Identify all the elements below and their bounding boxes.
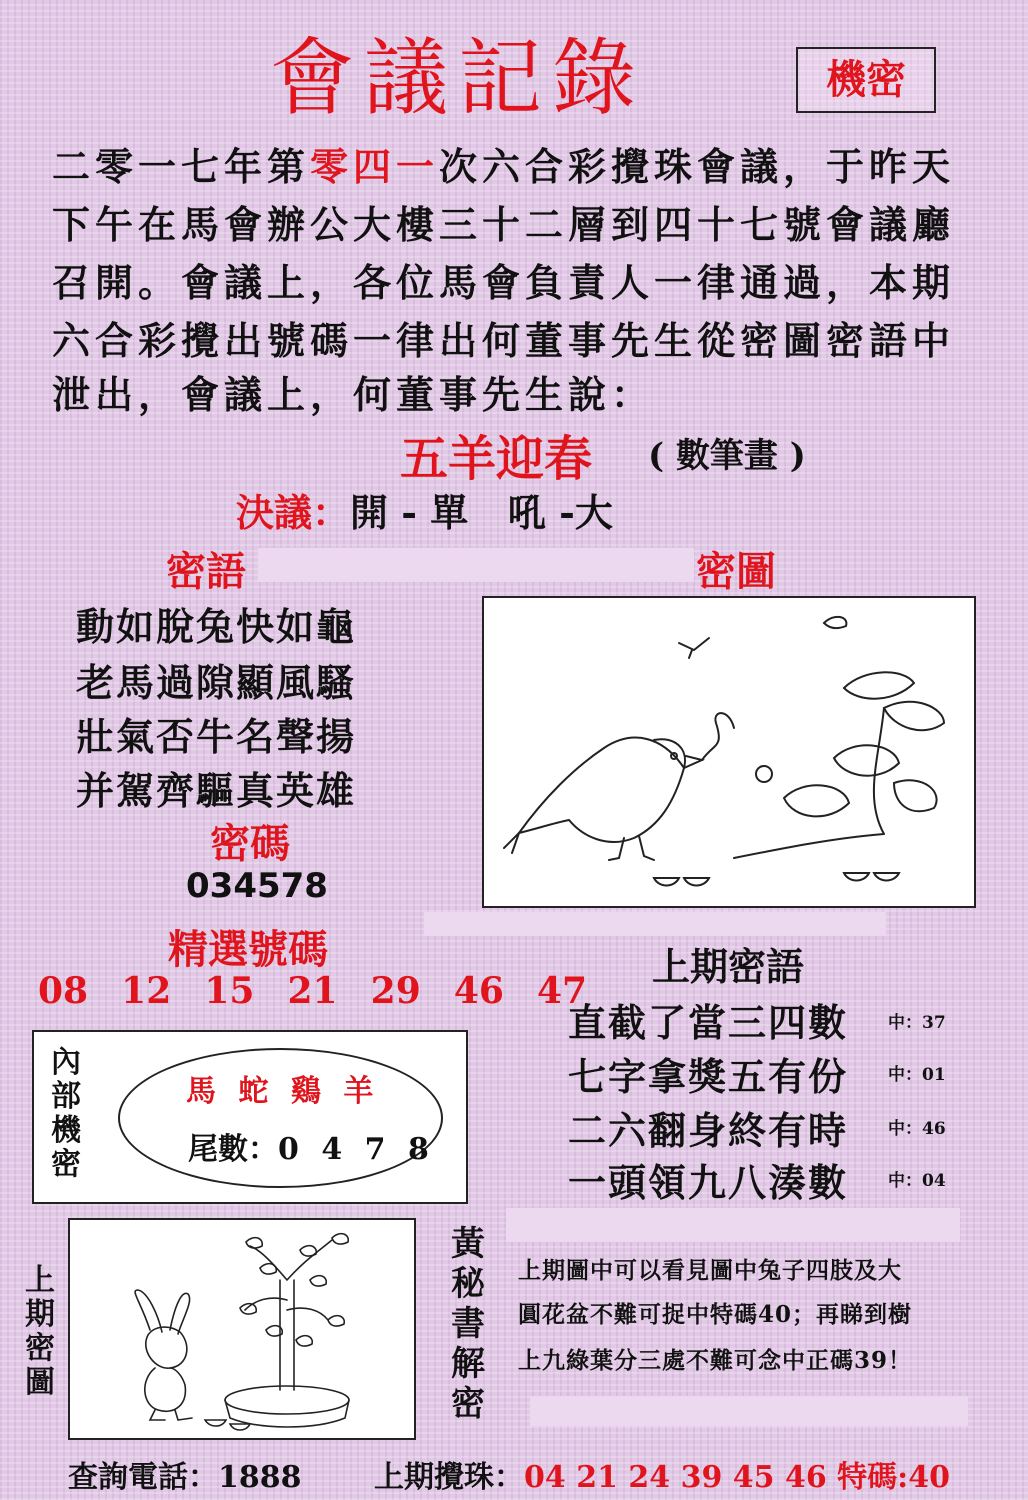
leaf — [300, 1246, 316, 1256]
bird-body — [519, 738, 684, 842]
tail-label: 尾數： — [188, 1132, 278, 1167]
leaf — [834, 745, 899, 775]
tail-value: 0 4 7 8 — [278, 1132, 435, 1167]
phone-info — [68, 1452, 302, 1496]
label-char: 部 — [51, 1079, 81, 1114]
butterfly — [824, 617, 846, 628]
last-draw — [374, 1452, 950, 1496]
label-char: 書 — [451, 1304, 485, 1344]
bird-beak — [684, 756, 702, 768]
label-char: 秘 — [451, 1264, 485, 1304]
intro-text: 次六合彩攪珠會議，于昨天 — [439, 144, 956, 189]
secret-words-line: 并駕齊驅真英雄 — [76, 768, 357, 813]
session-number: 零四一 — [310, 144, 440, 189]
motto-note: ( 數筆畫 ) — [648, 436, 806, 476]
leaf — [246, 1238, 262, 1248]
worm — [702, 713, 734, 760]
intro-line-2: 下午在馬會辦公大樓三十二層到四十七號會議廳 — [52, 202, 956, 247]
bird-tail — [504, 833, 519, 853]
previous-line: 二六翻身終有時 — [568, 1108, 849, 1153]
butterfly — [679, 638, 709, 658]
secret-picture — [482, 596, 976, 908]
label-char: 內 — [51, 1045, 81, 1080]
picks-numbers: 08 12 15 21 29 46 47 — [38, 970, 588, 1012]
secretary-line: 上九綠葉分三處不難可念中正碼39！ — [518, 1347, 913, 1374]
blank-bar — [530, 1396, 968, 1426]
intro-line-5: 泄出，會議上，何董事先生說： — [52, 372, 655, 417]
leaf — [332, 1234, 348, 1244]
previous-line: 一頭領九八湊數 — [568, 1160, 849, 1205]
rabbit-illustration — [70, 1220, 414, 1438]
label-char: 期 — [25, 1297, 55, 1332]
secretary-line: 圓花盆不難可捉中特碼40；再睇到樹 — [518, 1301, 913, 1328]
secret-code-value: 034578 — [186, 866, 328, 906]
bird-illustration — [484, 598, 974, 906]
leaf — [844, 672, 914, 698]
secret-words-line: 動如脫兔快如龜 — [76, 604, 357, 649]
zodiac-list: 馬 蛇 鷄 羊 — [186, 1074, 380, 1109]
leaf — [240, 1304, 256, 1314]
leaf — [296, 1336, 312, 1346]
secret-code-heading: 密碼 — [210, 820, 290, 867]
pot — [225, 1386, 349, 1414]
leaf — [328, 1316, 344, 1326]
leaf — [260, 1264, 276, 1274]
resolution — [236, 482, 613, 537]
draw-numbers: 04 21 24 39 45 46 特碼:40 — [524, 1460, 950, 1495]
previous-hit: 中：01 — [888, 1065, 946, 1085]
leaf — [894, 780, 937, 811]
intro-text: 二零一七年第 — [52, 144, 311, 189]
page-title: 會議記錄 — [270, 29, 647, 127]
label-char: 密 — [25, 1331, 55, 1366]
secretary-line: 上期圖中可以看見圖中兔子四肢及大 — [518, 1257, 902, 1284]
previous-hit: 中：37 — [888, 1013, 946, 1033]
ingot — [654, 878, 709, 886]
resolution-label: 決議： — [236, 490, 351, 535]
secret-words-line: 壯氣否牛名聲揚 — [76, 714, 357, 759]
leaf — [784, 785, 849, 816]
previous-line: 七字拿獎五有份 — [568, 1054, 849, 1099]
motto: 五羊迎春 — [400, 431, 593, 487]
leaf — [310, 1276, 326, 1286]
secretary-label — [450, 1224, 486, 1424]
secret-picture-heading: 密圖 — [696, 548, 776, 595]
label-char: 黃 — [451, 1224, 485, 1264]
label-char: 機 — [51, 1113, 81, 1148]
previous-picture — [68, 1218, 416, 1440]
blank-bar — [424, 912, 886, 936]
branch — [734, 708, 884, 858]
intro-line-4: 六合彩攪出號碼一律出何董事先生從密圖密語中 — [52, 318, 956, 363]
intro-line-1 — [52, 138, 955, 196]
ingot — [844, 873, 899, 881]
rabbit-body — [145, 1368, 186, 1411]
leaf — [884, 702, 944, 730]
branch — [245, 1240, 332, 1320]
secret-words-line: 老馬過隙顯風騷 — [76, 660, 357, 705]
phone-number: 1888 — [218, 1460, 302, 1495]
tree-trunk — [280, 1280, 294, 1390]
secret-words-heading: 密語 — [166, 548, 246, 595]
previous-picture-label — [22, 1264, 58, 1400]
previous-line: 直截了當三四數 — [568, 1000, 849, 1045]
fruit — [756, 766, 772, 782]
label-char: 密 — [451, 1384, 485, 1424]
label-char: 圖 — [25, 1365, 55, 1400]
label-char: 解 — [451, 1344, 485, 1384]
label-char: 上 — [25, 1263, 55, 1298]
blank-bar — [258, 548, 694, 582]
inner-secret-label — [48, 1046, 84, 1182]
tail-numbers — [188, 1124, 435, 1168]
draw-label: 上期攪珠： — [374, 1460, 524, 1495]
label-char: 密 — [51, 1147, 81, 1182]
picks-heading: 精選號碼 — [168, 926, 328, 973]
blank-bar — [506, 1208, 960, 1242]
resolution-value: 開 - 單 吼 -大 — [350, 490, 613, 535]
previous-hit: 中：04 — [888, 1171, 946, 1191]
phone-label: 查詢電話： — [68, 1460, 218, 1495]
intro-line-3: 召開。會議上，各位馬會負責人一律通過，本期 — [52, 260, 956, 305]
rabbit-head — [146, 1327, 187, 1368]
confidential-badge: 機密 — [796, 47, 936, 113]
previous-heading: 上期密語 — [652, 944, 805, 989]
previous-hit: 中：46 — [888, 1119, 946, 1139]
